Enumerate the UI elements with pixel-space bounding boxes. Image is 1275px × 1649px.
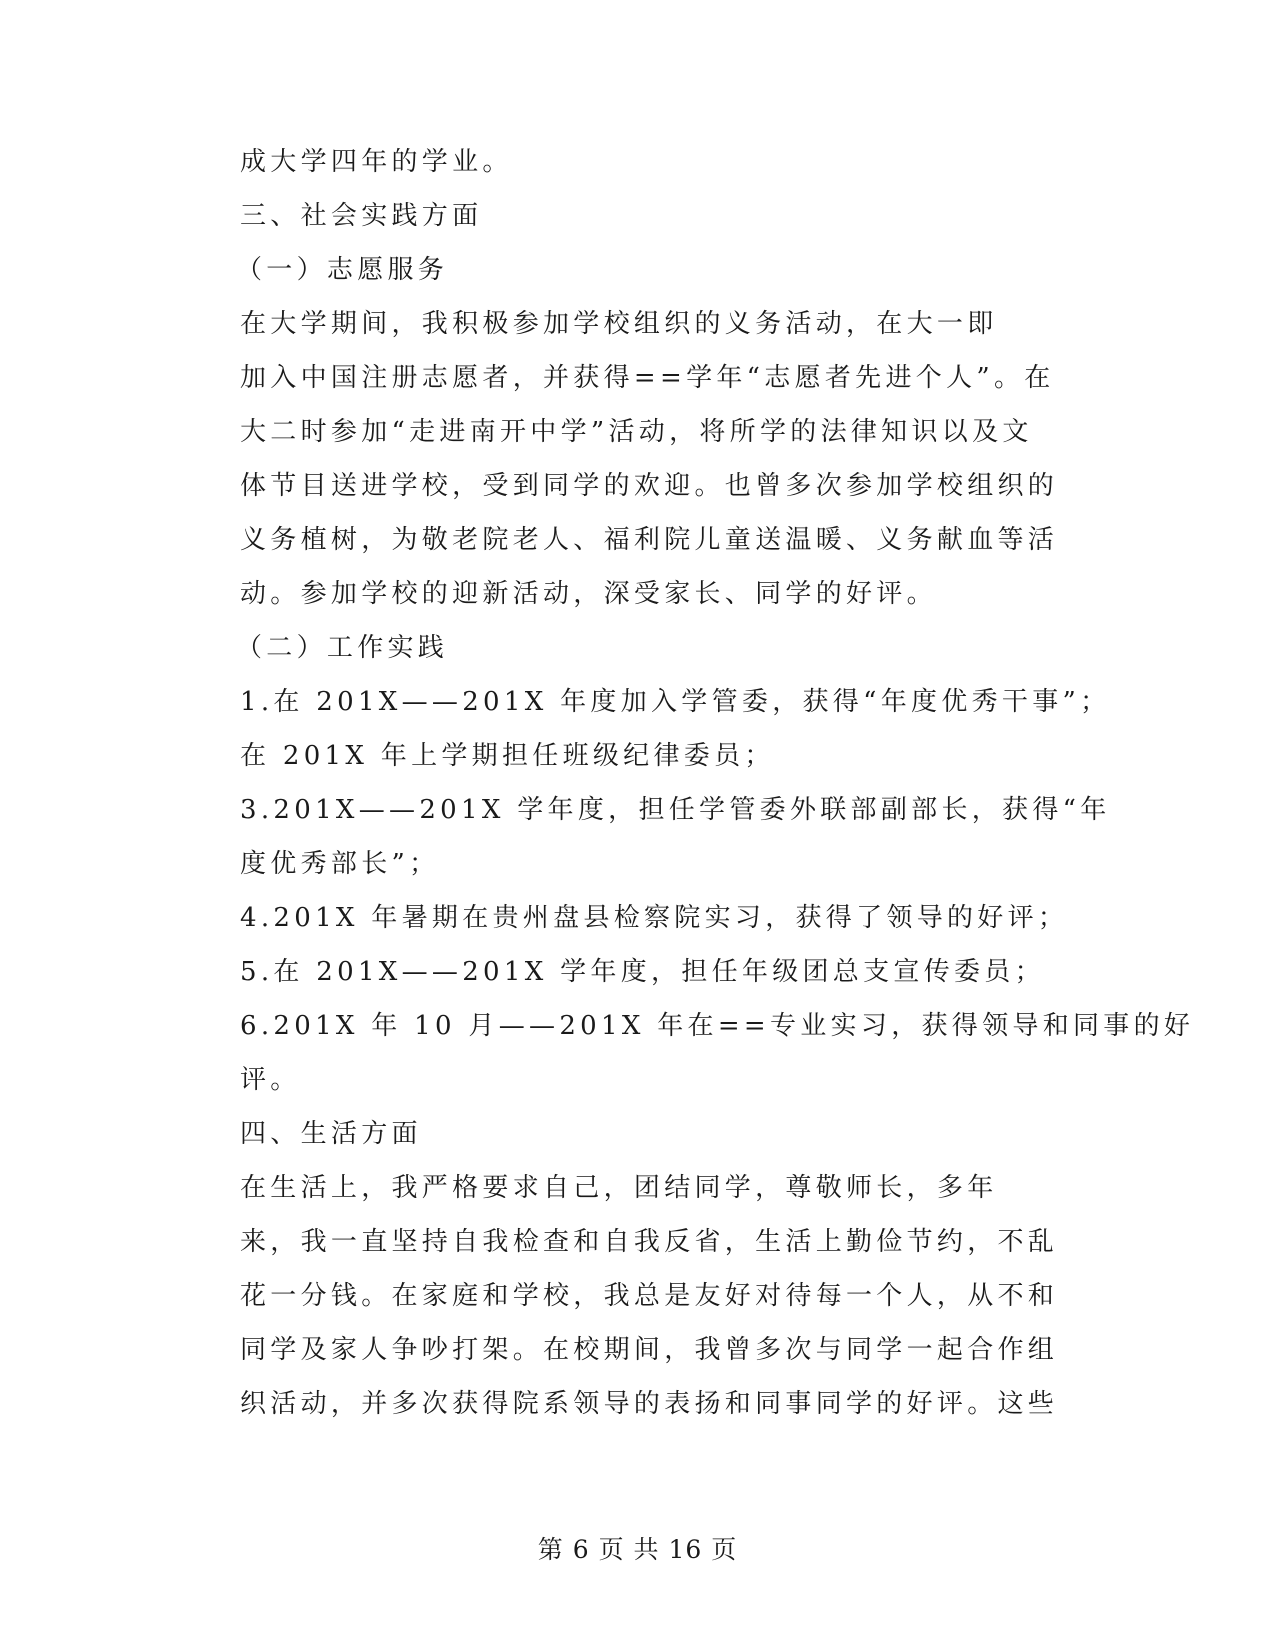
text-line: 在大学期间，我积极参加学校组织的义务活动，在大一即 <box>240 309 998 339</box>
text-line: 体节目送进学校，受到同学的欢迎。也曾多次参加学校组织的 <box>240 471 1059 501</box>
text-line: 花一分钱。在家庭和学校，我总是友好对待每一个人，从不和 <box>240 1281 1059 1311</box>
text-line: 度优秀部长”； <box>240 849 440 879</box>
list-item: 在 201X 年上学期担任班级纪律委员； <box>240 741 775 771</box>
list-item: 4.201X 年暑期在贵州盘县检察院实习，获得了领导的好评； <box>240 903 1069 933</box>
text-line: 动。参加学校的迎新活动，深受家长、同学的好评。 <box>240 579 937 609</box>
text-line: 评。 <box>240 1065 301 1095</box>
list-item: 1.在 201X——201X 年度加入学管委，获得“年度优秀干事”； <box>240 687 1111 717</box>
text-line: 成大学四年的学业。 <box>240 147 513 177</box>
list-item: 6.201X 年 10 月——201X 年在==专业实习，获得领导和同事的好 <box>240 1011 1195 1041</box>
text-line: 织活动，并多次获得院系领导的表扬和同事同学的好评。这些 <box>240 1389 1059 1419</box>
subsection-heading: （二）工作实践 <box>236 633 449 663</box>
text-line: 来，我一直坚持自我检查和自我反省，生活上勤俭节约，不乱 <box>240 1227 1059 1257</box>
text-line: 大二时参加“走进南开中学”活动，将所学的法律知识以及文 <box>240 417 1033 447</box>
section-heading: 四、生活方面 <box>240 1119 422 1149</box>
text-line: 同学及家人争吵打架。在校期间，我曾多次与同学一起合作组 <box>240 1335 1059 1365</box>
list-item: 3.201X——201X 学年度，担任学管委外联部副部长，获得“年 <box>240 795 1111 825</box>
text-line: 加入中国注册志愿者，并获得==学年“志愿者先进个人”。在 <box>240 363 1055 393</box>
text-line: 在生活上，我严格要求自己，团结同学，尊敬师长，多年 <box>240 1173 998 1203</box>
page-number-footer: 第 6 页 共 16 页 <box>537 1535 738 1564</box>
section-heading: 三、社会实践方面 <box>240 201 483 231</box>
text-line: 义务植树，为敬老院老人、福利院儿童送温暖、义务献血等活 <box>240 525 1059 555</box>
list-item: 5.在 201X——201X 学年度，担任年级团总支宣传委员； <box>240 957 1045 987</box>
subsection-heading: （一）志愿服务 <box>236 255 449 285</box>
